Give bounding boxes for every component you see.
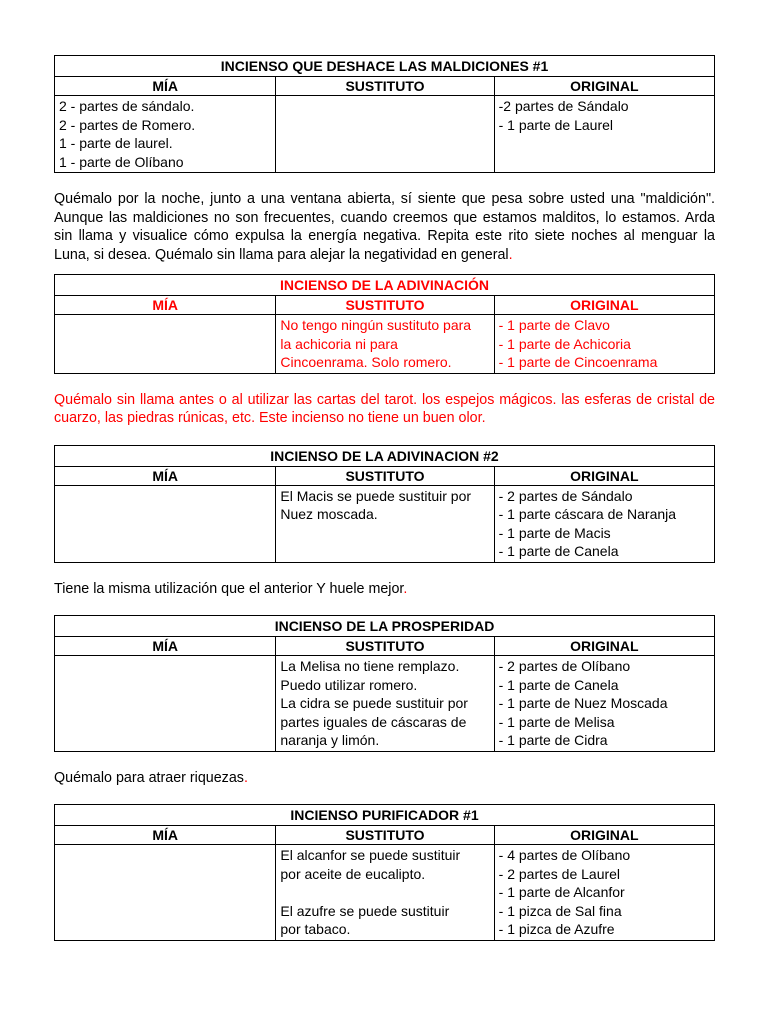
table-title: INCIENSO DE LA PROSPERIDAD [55, 616, 715, 637]
ingredient-line: - 1 parte de Cidra [498, 732, 608, 748]
substitute-line: la achicoria ni para [280, 335, 398, 352]
substitute-line: El alcanfor se puede sustituir [280, 847, 461, 863]
sustituto-cell [276, 315, 494, 374]
header-mia: MÍA [55, 77, 276, 96]
sustituto-cell [276, 845, 494, 941]
sustituto-cell [276, 485, 494, 562]
mia-cell [55, 845, 276, 941]
ingredient-line: - 1 parte de Clavo [498, 317, 610, 333]
substitute-line: Cincoenrama. Solo romero. [280, 354, 452, 370]
original-cell [494, 315, 714, 374]
note-end: . [481, 410, 486, 426]
mia-cell [55, 315, 276, 374]
substitute-line: naranja y limón. [280, 732, 380, 748]
note-end: . [403, 580, 408, 597]
substitute-line: El Macis se puede sustituir por [280, 487, 472, 504]
note-end: . [508, 246, 513, 263]
table-title: INCIENSO DE LA ADIVINACIÓN [55, 275, 715, 296]
ingredient-line: 2 - partes de Romero. [59, 116, 196, 133]
ingredient-line: - 1 parte de Nuez Moscada [498, 695, 668, 711]
original-cell [494, 485, 714, 562]
ingredient-line: - 1 parte de Cincoenrama [498, 354, 658, 370]
sustituto-cell [276, 96, 494, 173]
header-mia: MÍA [55, 637, 276, 656]
note-paragraph [54, 580, 715, 599]
ingredient-line: 1 - parte de laurel. [59, 135, 173, 151]
ingredient-line: - 1 parte cáscara de Naranja [498, 506, 677, 522]
note-text: Quémalo para atraer riquezas [54, 769, 244, 786]
ingredient-line: -2 partes de Sándalo [498, 98, 629, 114]
header-original: ORIGINAL [494, 826, 714, 845]
table-title: INCIENSO DE LA ADIVINACION #2 [55, 445, 715, 466]
header-original: ORIGINAL [494, 466, 714, 485]
ingredient-line: - 2 partes de Olíbano [498, 658, 631, 674]
header-mia: MÍA [55, 296, 276, 315]
header-sustituto: SUSTITUTO [276, 77, 494, 96]
recipe-table-purificador [54, 804, 715, 941]
sustituto-cell [276, 656, 494, 752]
ingredient-line: - 1 parte de Canela [498, 676, 619, 693]
header-original: ORIGINAL [494, 77, 714, 96]
ingredient-line: 2 - partes de sándalo. [59, 98, 195, 114]
substitute-line: Puedo utilizar romero. [280, 676, 418, 693]
substitute-line: Nuez moscada. [280, 506, 378, 522]
substitute-line: La Melisa no tiene remplazo. [280, 658, 460, 674]
header-sustituto: SUSTITUTO [276, 466, 494, 485]
ingredient-line: - 4 partes de Olíbano [498, 847, 631, 863]
ingredient-line: - 1 parte de Achicoria [498, 335, 631, 352]
substitute-line: La cidra se puede sustituir por [280, 695, 468, 711]
substitute-line: No tengo ningún sustituto para [280, 317, 472, 333]
original-cell [494, 656, 714, 752]
recipe-table-adivinacion [54, 274, 715, 374]
ingredient-line: - 1 parte de Melisa [498, 713, 615, 730]
mia-cell [55, 656, 276, 752]
header-original: ORIGINAL [494, 637, 714, 656]
mia-cell [55, 485, 276, 562]
header-sustituto: SUSTITUTO [276, 296, 494, 315]
note-paragraph [54, 391, 715, 428]
note-paragraph [54, 769, 715, 788]
ingredient-line: - 1 pizca de Sal fina [498, 902, 622, 919]
ingredient-line: - 2 partes de Sándalo [498, 487, 633, 504]
note-end: . [243, 769, 248, 786]
mia-cell [55, 96, 276, 173]
note-text: Quémalo por la noche, junto a una ventana abierta, sí siente que pesa sobre usted una "maldición". Aunque las maldiciones no son frecuentes, cuando creemos que estamos malditos, lo estamos. Arda sin llama y visualice cómo expulsa la energía negativa. Repita este rito siete noches al menguar la Luna, si desea. Quémalo sin llama para alejar la negatividad en general [54, 191, 715, 263]
header-sustituto: SUSTITUTO [276, 637, 494, 656]
recipe-table-prosperidad [54, 615, 715, 752]
substitute-line: por aceite de eucalipto. [280, 865, 426, 882]
substitute-line: por tabaco. [280, 921, 351, 937]
header-mia: MÍA [55, 826, 276, 845]
substitute-line: El azufre se puede sustituir [280, 902, 450, 919]
note-text: Tiene la misma utilización que el anterior Y huele mejor [54, 580, 404, 597]
ingredient-line: - 1 parte de Macis [498, 524, 611, 541]
ingredient-line: - 1 pizca de Azufre [498, 921, 615, 937]
header-sustituto: SUSTITUTO [276, 826, 494, 845]
header-mia: MÍA [55, 466, 276, 485]
note-paragraph [54, 190, 715, 264]
substitute-line: partes iguales de cáscaras de [280, 713, 467, 730]
original-cell [494, 845, 714, 941]
ingredient-line: - 1 parte de Canela [498, 543, 619, 559]
ingredient-line: - 1 parte de Laurel [498, 116, 614, 133]
recipe-table-adivinacion-2 [54, 445, 715, 563]
document-page [54, 55, 715, 941]
substitute-blank-line [280, 883, 489, 902]
table-title: INCIENSO QUE DESHACE LAS MALDICIONES #1 [55, 56, 715, 77]
ingredient-line: 1 - parte de Olíbano [59, 153, 184, 170]
recipe-table-maldiciones [54, 55, 715, 173]
ingredient-line: - 1 parte de Alcanfor [498, 884, 625, 900]
header-original: ORIGINAL [494, 296, 714, 315]
original-cell [494, 96, 714, 173]
ingredient-line: - 2 partes de Laurel [498, 865, 621, 882]
table-title: INCIENSO PURIFICADOR #1 [55, 805, 715, 826]
note-text: Quémalo sin llama antes o al utilizar las cartas del tarot. los espejos mágicos. las esferas de cristal de cuarzo, las piedras rúnicas, etc. Este incienso no tiene un buen olor [54, 391, 715, 426]
